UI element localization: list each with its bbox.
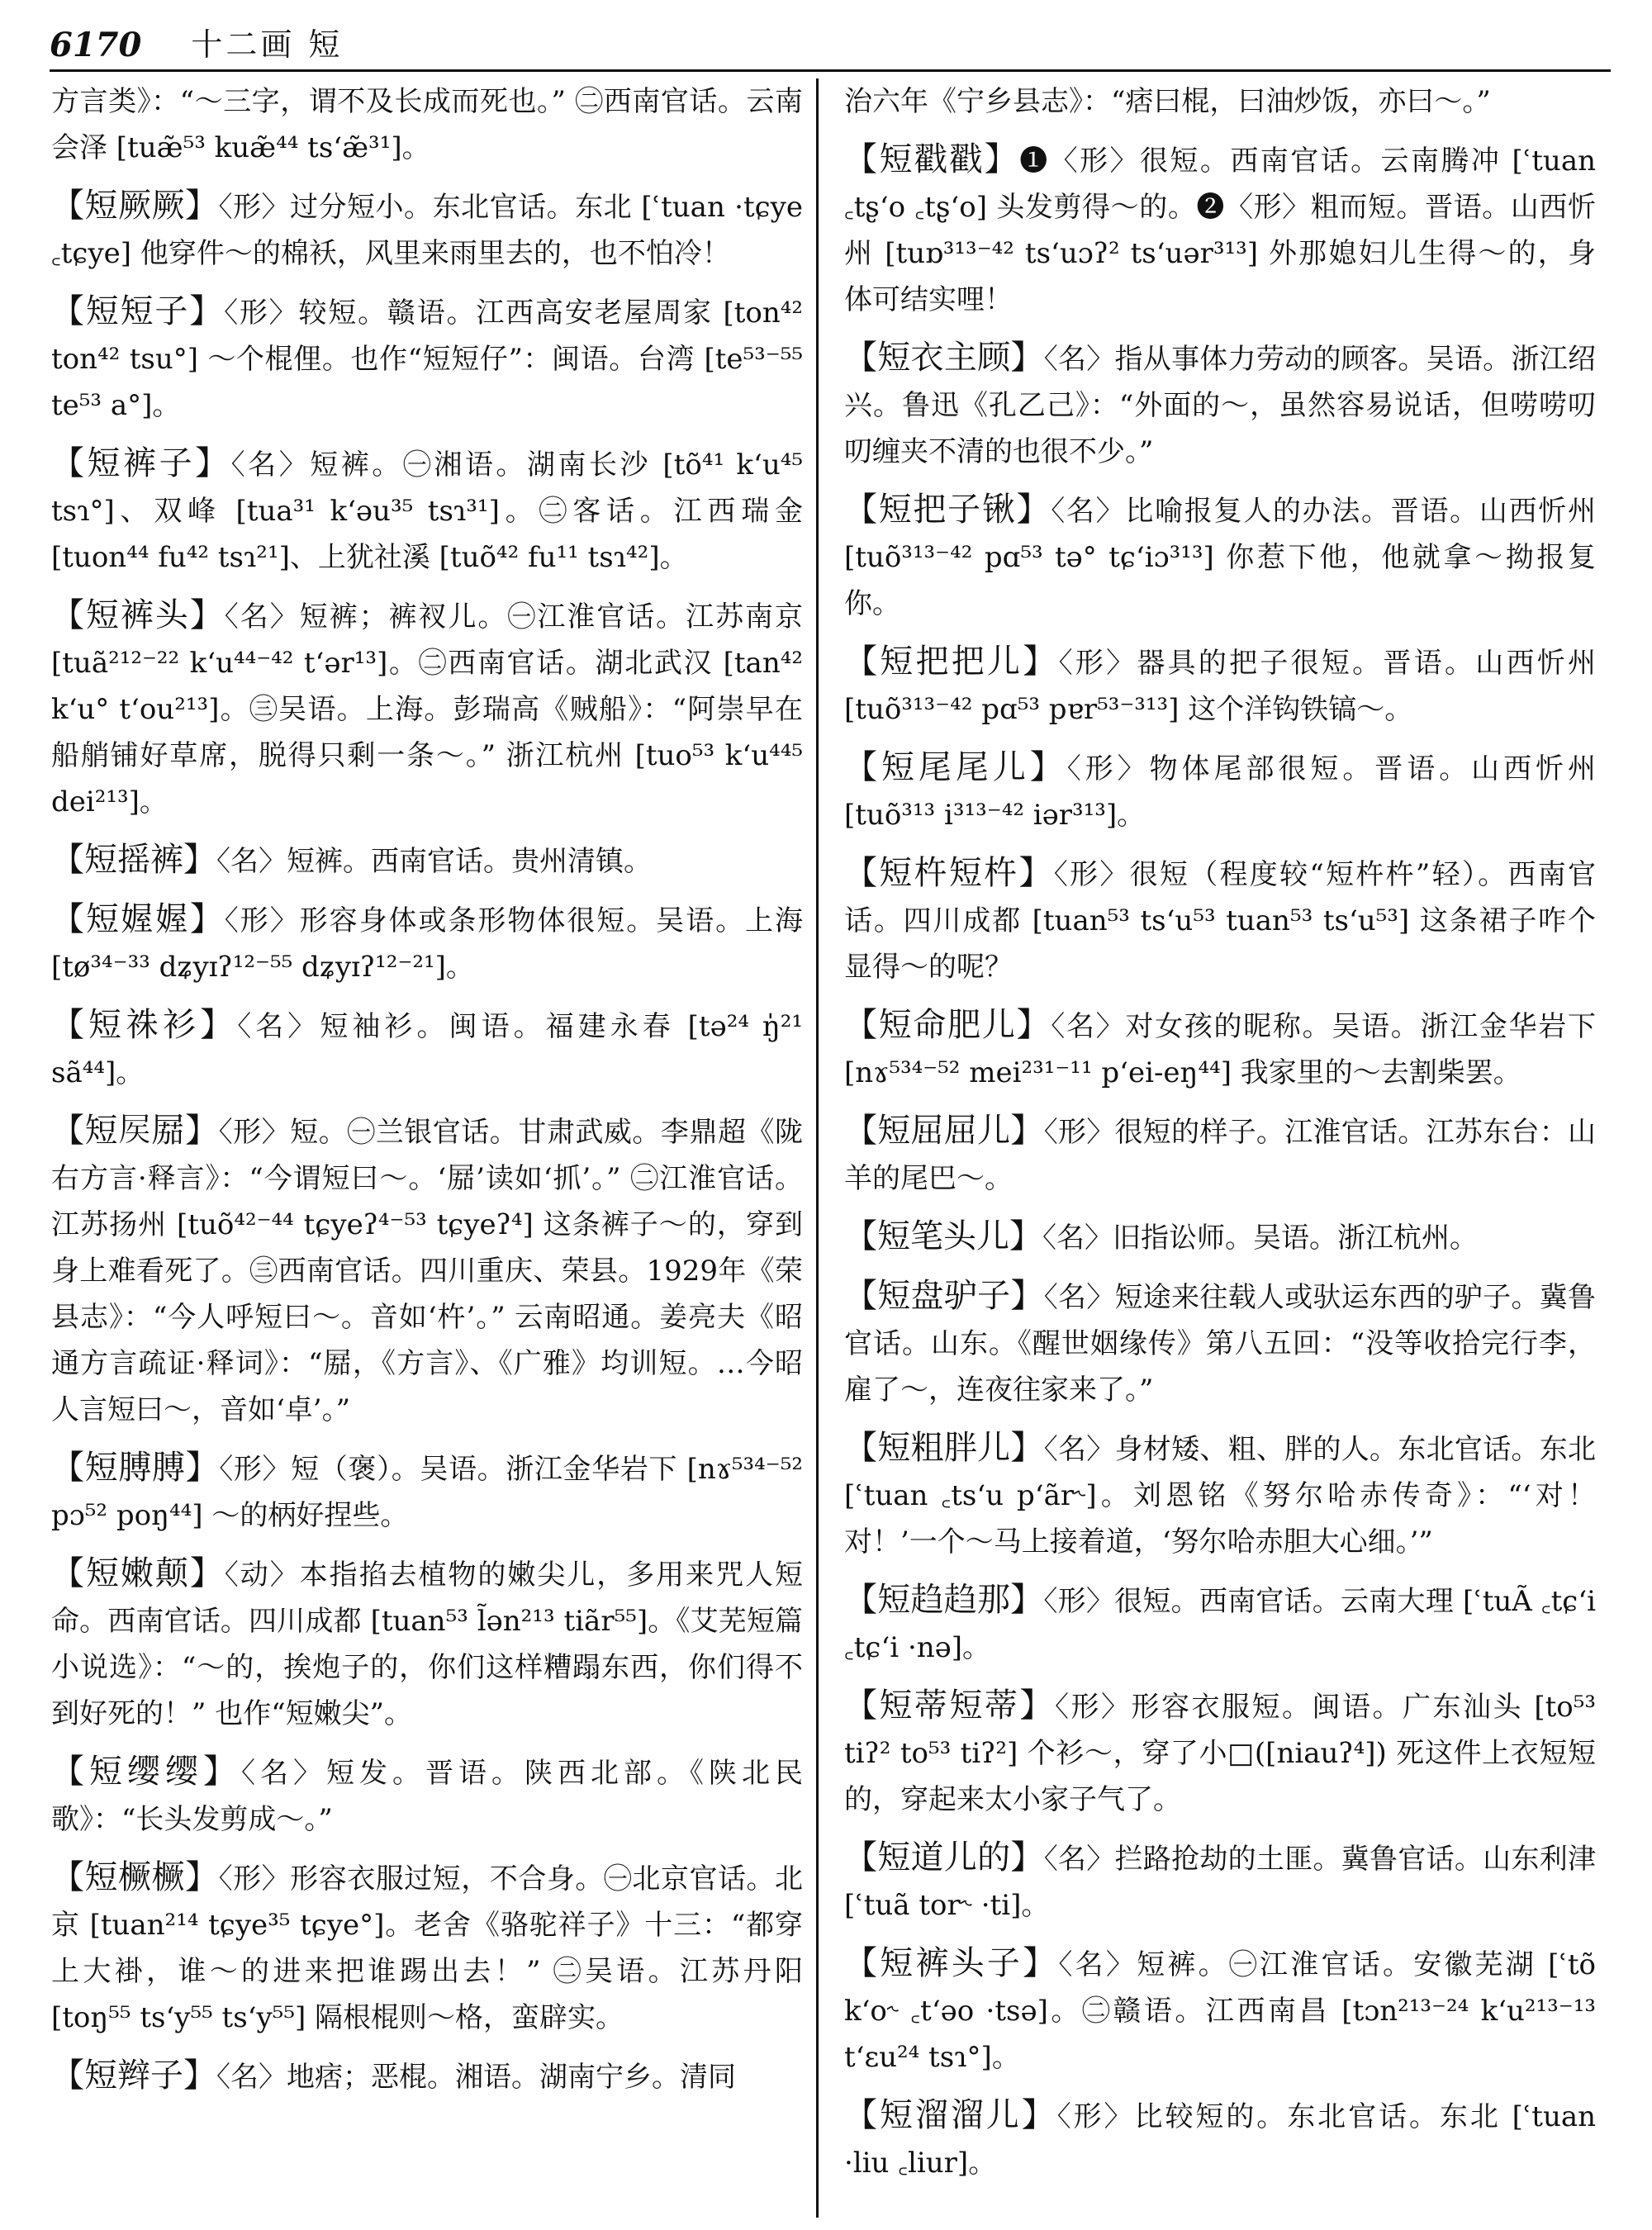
entry-headword: 【短尾尾儿】 [844, 748, 1067, 786]
right-column [844, 78, 1596, 2218]
entry-definition: 〈名〉短裤。㊀江淮官话。安徽芜湖 [ʿtõ kʻo˞ ꜀tʻəo ·tsə]。㊁赣语。江西南昌 [tɔn²¹³⁻²⁴ kʻu²¹³⁻¹³ tʻɛu²⁴ tsɿ°]。 [844, 1948, 1596, 2074]
section-title: 十二画 短 [191, 26, 344, 63]
entry-definition: 〈名〉旧指讼师。吴语。浙江杭州。 [1042, 1222, 1478, 1255]
entry-headword: 【短缨缨】 [51, 1753, 241, 1791]
entry-definition: 〈形〉较短。赣语。江西高安老屋周家 [ton⁴² ton⁴² tsu°] ～个棍俚。也作“短短仔”：闽语。台湾 [te⁵³⁻⁵⁵ te⁵³ a°]。 [51, 297, 803, 422]
entry-headword: 【短笔头儿】 [844, 1217, 1042, 1255]
entry-definition: 〈名〉比喻报复人的办法。晋语。山西忻州 [tuõ³¹³⁻⁴² pɑ⁵³ tə° tɕʻiɔ³¹³] 你惹下他，他就拿～拗报复你。 [844, 495, 1596, 620]
dictionary-entry [51, 1748, 803, 1843]
entry-definition: 〈形〉物体尾部很短。晋语。山西忻州 [tuõ³¹³ i³¹³⁻⁴² iər³¹³]。 [844, 752, 1596, 832]
entry-headword: 【短粗胖儿】 [844, 1429, 1044, 1467]
dictionary-entry [51, 2052, 803, 2100]
entry-definition: 〈形〉很短的样子。江淮官话。江苏东台：山羊的尾巴～。 [844, 1116, 1596, 1195]
entry-definition: 〈名〉拦路抢劫的土匪。冀鲁官话。山东利津 [ʿtuã tor˞ ·ti]。 [844, 1843, 1596, 1922]
column-divider [816, 78, 819, 2218]
entry-headword: 【短裤子】 [51, 444, 231, 482]
entry-headword: 【短屈屈儿】 [844, 1112, 1044, 1150]
entry-headword: 【短道儿的】 [844, 1839, 1044, 1877]
entry-definition: 〈形〉过分短小。东北官话。东北 [ʿtuan ·tɕye ꜀tɕye] 他穿件～的棉袄，风里来雨里去的，也不怕冷！ [51, 191, 803, 270]
entry-definition: 〈名〉短裤。西南官话。贵州清镇。 [216, 845, 652, 878]
entry-definition: 〈名〉短裤；裤衩儿。㊀江淮官话。江苏南京 [tuã²¹²⁻²² kʻu⁴⁴⁻⁴² tʻər¹³]。㊁西南官话。湖北武汉 [tan⁴² kʻu° tʻou²¹³]。㊂吴语。上海。彭瑞高《贼船》：“阿崇早在船艄铺好草席，脱得只剩一条～。” 浙江杭州 [tuo⁵³ kʻu⁴⁴⁵ dei²¹³]。 [51, 600, 803, 818]
entry-definition: 〈形〉很短（程度较“短杵杵”轻）。西南官话。四川成都 [tuan⁵³ tsʻu⁵³ tuan⁵³ tsʻu⁵³] 这条裙子咋个显得～的呢？ [844, 858, 1596, 984]
entry-definition: 〈名〉地痞；恶棍。湘语。湖南宁乡。清同 [216, 2061, 736, 2094]
dictionary-entry [51, 1854, 803, 2041]
dictionary-entry [844, 136, 1596, 323]
entry-definition: 〈形〉比较短的。东北官话。东北 [ʿtuan ·liu ꜀liur]。 [844, 2100, 1596, 2180]
entry-headword: 【短嫩颠】 [51, 1554, 225, 1592]
continuation-text: 方言类》：“～三字，谓不及长成而死也。” ㊁西南官话。云南会泽 [tuæ̃⁵³ kuæ̃⁴⁴ tsʻæ̃³¹]。 [51, 85, 803, 164]
left-column [51, 78, 803, 2218]
dictionary-entry [844, 1002, 1596, 1096]
dictionary-entry [51, 440, 803, 581]
dictionary-entry [844, 486, 1596, 627]
entry-definition: 〈名〉短途来往载人或驮运东西的驴子。冀鲁官话。山东。《醒世姻缘传》第八五回：“没等收拾完行李，雇了～，连夜往家来了。” [844, 1281, 1596, 1407]
dictionary-entry [51, 837, 803, 885]
page-number: 6170 [50, 26, 142, 64]
dictionary-entry [51, 1002, 803, 1096]
entry-headword: 【短𡱁𡲢】 [51, 1112, 219, 1150]
dictionary-entry [51, 896, 803, 990]
entry-headword: 【短杵短杵】 [844, 854, 1054, 892]
dictionary-entry [844, 1834, 1596, 1929]
page-header [50, 7, 1611, 72]
entry-headword: 【短趋趋那】 [844, 1581, 1044, 1619]
entry-headword: 【短命肥儿】 [844, 1006, 1051, 1044]
entry-definition: 〈名〉短袖衫。闽语。福建永春 [tə²⁴ ŋ̍²¹ sã⁴⁴]。 [51, 1010, 803, 1089]
entry-definition: 〈名〉指从事体力劳动的顾客。吴语。浙江绍兴。鲁迅《孔乙己》：“外面的～，虽然容易说话，但唠唠叨叨缠夹不清的也很不少。” [844, 343, 1596, 468]
entry-headword: 【短媉媉】 [51, 900, 225, 938]
entry-definition: ❶〈形〉很短。西南官话。云南腾冲 [ʿtuan ꜀tʂʻo ꜀tʂʻo] 头发剪得～的。❷〈形〉粗而短。晋语。山西忻州 [tuɒ³¹³⁻⁴² tsʻuɔʔ² tsʻuər³¹³] 外那媳妇儿生得～的，身体可结实哩！ [844, 145, 1596, 316]
entry-headword: 【短把把儿】 [844, 643, 1059, 681]
dictionary-entry [844, 1425, 1596, 1565]
dictionary-entry [844, 1108, 1596, 1202]
entry-headword: 【短祩衫】 [51, 1006, 238, 1044]
entry-headword: 【短厥厥】 [51, 187, 219, 225]
entry-headword: 【短短子】 [51, 292, 225, 330]
entry-headword: 【短裤头子】 [844, 1944, 1059, 1982]
dictionary-entry [51, 1108, 803, 1433]
dictionary-entry [844, 1940, 1596, 2081]
continuation-text: 治六年《宁乡县志》：“痞曰棍，曰油炒饭，亦曰～。” [844, 85, 1491, 118]
dictionary-entry [844, 2092, 1596, 2186]
entry-headword: 【短盘驴子】 [844, 1277, 1044, 1315]
entry-headword: 【短膊膊】 [51, 1449, 220, 1487]
entry-headword: 【短把子锹】 [844, 491, 1051, 529]
entry-definition: 〈形〉器具的把子很短。晋语。山西忻州 [tuõ³¹³⁻⁴² pɑ⁵³ pɐr⁵³⁻³¹³] 这个洋钩铁镐～。 [844, 647, 1596, 726]
dictionary-entry [51, 288, 803, 429]
entry-headword: 【短裤头】 [51, 596, 225, 634]
entry-definition: 〈名〉对女孩的昵称。吴语。浙江金华岩下 [nɤ⁵³⁴⁻⁵² mei²³¹⁻¹¹ pʻei-eŋ⁴⁴] 我家里的～去割柴罢。 [844, 1010, 1596, 1089]
entry-definition: 〈形〉形容衣服过短，不合身。㊀北京官话。北京 [tuan²¹⁴ tɕye³⁵ tɕye°]。老舍《骆驼祥子》十三：“都穿上大褂，谁～的进来把谁踢出去！” ㊁吴语。江苏丹阳 [toŋ⁵⁵ tsʻy⁵⁵ tsʻy⁵⁵] 隔根棍则～格，蛮辟实。 [51, 1862, 803, 2034]
entry-headword: 【短摇裤】 [51, 841, 216, 879]
dictionary-entry [844, 1682, 1596, 1823]
entry-headword: 【短辫子】 [51, 2057, 216, 2095]
dictionary-entry [51, 1445, 803, 1539]
dictionary-entry [51, 592, 803, 825]
entry-definition: 〈动〉本指掐去植物的嫩尖儿，多用来咒人短命。西南官话。四川成都 [tuan⁵³ l̃ən²¹³ tiãr⁵⁵]。《艾芜短篇小说选》：“～的，挨炮子的，你们这样糟蹋东西，你们得不到好死的！” 也作“短嫩尖”。 [51, 1559, 803, 1730]
entry-definition: 〈名〉短裤。㊀湘语。湖南长沙 [tõ⁴¹ kʻu⁴⁵ tsɿ°]、双峰 [tua³¹ kʻəu³⁵ tsɿ³¹]。㊁客话。江西瑞金 [tuon⁴⁴ fu⁴² tsɿ²¹]、上犹社溪 [tuõ⁴² fu¹¹ tsɿ⁴²]。 [51, 448, 803, 574]
dictionary-entry [844, 1213, 1596, 1261]
dictionary-entry [51, 183, 803, 277]
entry-headword: 【短衣主顾】 [844, 339, 1044, 377]
entry-definition: 〈名〉短发。晋语。陕西北部。《陕北民歌》：“长头发剪成～。” [51, 1757, 803, 1836]
dictionary-entry [844, 334, 1596, 475]
dictionary-entry [51, 1550, 803, 1737]
entry-definition: 〈形〉短（褒）。吴语。浙江金华岩下 [nɤ⁵³⁴⁻⁵² pɔ⁵² poŋ⁴⁴] ～的柄好捏些。 [51, 1453, 803, 1532]
entry-definition: 〈名〉身材矮、粗、胖的人。东北官话。东北 [ʿtuan ꜀tsʻu pʻãr˞]。刘恩铭《努尔哈赤传奇》：“‘对！对！’一个～马上接着道，‘努尔哈赤胆大心细。’” [844, 1433, 1596, 1559]
entry-definition: 〈形〉形容衣服短。闽语。广东汕头 [to⁵³ tiʔ² to⁵³ tiʔ²] 个衫～，穿了小□([niauʔ⁴]) 死这件上衣短短的，穿起来太小家子气了。 [844, 1691, 1596, 1816]
dictionary-entry [844, 744, 1596, 838]
entry-definition: 〈形〉短。㊀兰银官话。甘肃武威。李鼎超《陇右方言·释言》：“今谓短曰～。‘𡲢’读如‘抓’。” ㊁江淮官话。江苏扬州 [tuõ⁴²⁻⁴⁴ tɕyeʔ⁴⁻⁵³ tɕyeʔ⁴] 这条裤子～的，穿到身上难看死了。㊂西南官话。四川重庆、荣县。1929年《荣县志》：“今人呼短曰～。音如‘杵’。” 云南昭通。姜亮夫《昭通方言疏证·释词》：“𡲢，《方言》、《广雅》均训短。…今昭人言短曰～，音如‘卓’。” [51, 1116, 803, 1426]
entry-headword: 【短溜溜儿】 [844, 2096, 1057, 2134]
dictionary-entry [844, 638, 1596, 733]
entry-headword: 【短橛橛】 [51, 1858, 219, 1896]
dictionary-entry [844, 1577, 1596, 1671]
entry-definition: 〈形〉很短。西南官话。云南大理 [ʿtuÃ ꜀tɕʻi ꜀tɕʻi ·nə]。 [844, 1585, 1596, 1664]
dictionary-entry [844, 850, 1596, 990]
entry-headword: 【短戳戳】 [844, 140, 1020, 178]
dictionary-entry [844, 1273, 1596, 1413]
entry-definition: 〈形〉形容身体或条形物体很短。吴语。上海 [tø³⁴⁻³³ dʑyɪʔ¹²⁻⁵⁵ dʑyɪʔ¹²⁻²¹]。 [51, 904, 803, 984]
entry-headword: 【短蒂短蒂】 [844, 1687, 1056, 1725]
